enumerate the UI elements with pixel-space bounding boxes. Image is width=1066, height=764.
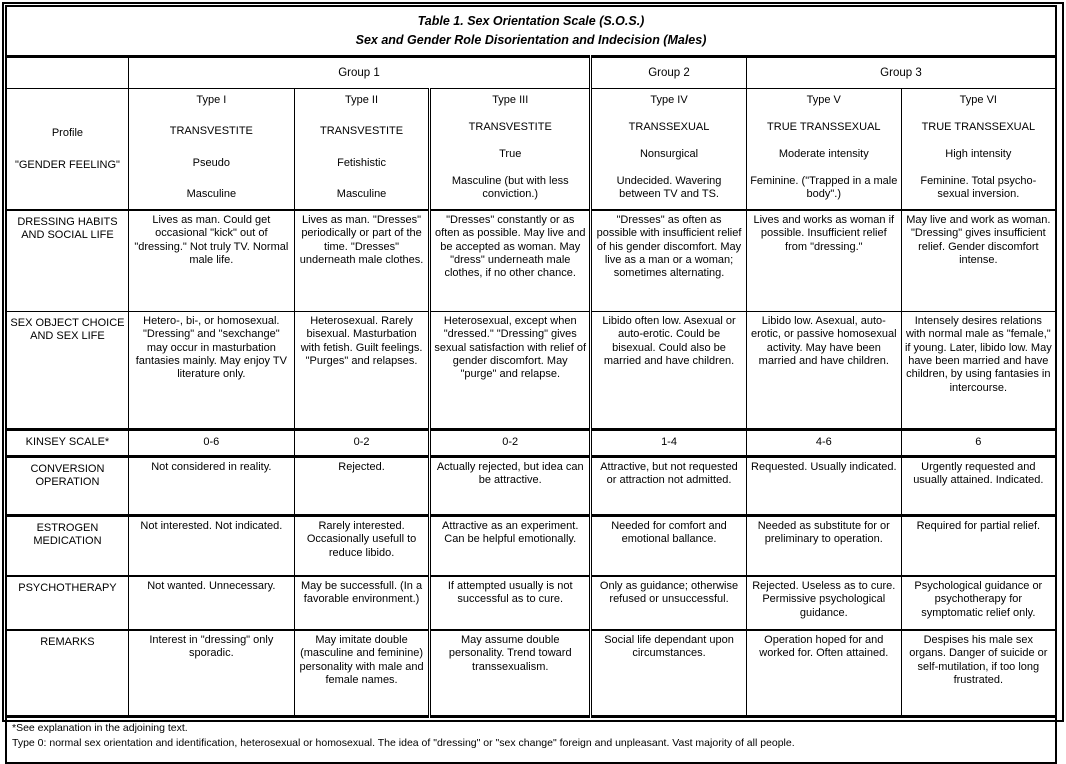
table-cell: "Dresses" as often as possible with insufficient relief of his gender discomfort. May live as a man or a woman; sometimes alternating. [591,210,747,312]
type-iii-header-cell [430,88,591,210]
type-name: TRANSSEXUAL [628,120,710,133]
type-iv-header-cell [591,88,747,210]
type-variant: Nonsurgical [639,147,699,160]
type-variant: Pseudo [192,156,230,169]
table-cell: Actually rejected, but idea can be attractive. [430,456,591,515]
type-number: Type II [345,93,379,106]
type-variant: Moderate intensity [778,147,869,160]
row-label-estrogen-medication: ESTROGEN MEDICATION [6,515,128,576]
footnote-row [6,716,1056,763]
table-cell: 0-2 [294,429,430,456]
footnote-line-2: Type 0: normal sex orientation and identification, heterosexual or homosexual. The idea of "dressing" or "sex change" foreign and unpleasant. Vast majority of all people. [12,736,795,749]
type-feeling: Feminine. Total psycho-sexual inversion. [920,174,1037,201]
row-label-profile [6,88,128,210]
table-cell: Not wanted. Unnecessary. [128,576,294,630]
table-cell: Not interested. Not indicated. [128,515,294,576]
group-1-label: Group 1 [338,66,380,79]
table-cell: Heterosexual. Rarely bisexual. Masturbation with fetish. Guilt feelings. "Purges" and relapses. [294,311,430,429]
row-label-dressing-habits: DRESSING HABITS AND SOCIAL LIFE [6,210,128,312]
type-number: Type IV [650,93,688,106]
table-row-kinsey-scale [6,429,1056,456]
footnote-cell [6,716,1056,763]
table-cell: May assume double personality. Trend toward transsexualism. [430,630,591,717]
table-cell: Required for partial relief. [901,515,1056,576]
table-cell: 4-6 [746,429,901,456]
table-title-row [6,6,1056,56]
type-feeling: Masculine [336,188,387,201]
table-row-sex-object-choice [6,311,1056,429]
type-variant: High intensity [945,147,1012,160]
profile-header-row [6,88,1056,210]
type-name: TRUE TRANSSEXUAL [921,120,1036,133]
table-cell: Intensely desires relations with normal male as "female," if young. Later, libido low. May have been married and have children, by using fantasies in intercourse. [901,311,1056,429]
type-number: Type VI [959,93,997,106]
type-number: Type I [196,93,227,106]
table-cell: "Dresses" constantly or as often as possible. May live and be accepted as woman. May "dress" underneath male clothes, if no other chance. [430,210,591,312]
table-cell: Urgently requested and usually attained. Indicated. [901,456,1056,515]
table-cell: Operation hoped for and worked for. Often attained. [746,630,901,717]
group-1-header [128,56,590,88]
table-cell: May imitate double (masculine and feminine) personality with male and female names. [294,630,430,717]
type-number: Type III [492,93,529,106]
spacer [10,96,125,108]
type-vi-header-cell [901,88,1056,210]
spacer [10,192,125,204]
type-ii-header-cell [294,88,430,210]
table-cell: Attractive, but not requested or attraction not admitted. [591,456,747,515]
table-cell: Hetero-, bi-, or homosexual. "Dressing" and "sexchange" may occur in masturbation fantasies mainly. May enjoy TV literature only. [128,311,294,429]
type-name: TRANSVESTITE [169,125,253,138]
type-feeling: Undecided. Wavering between TV and TS. [616,174,722,201]
table-cell: Interest in "dressing" only sporadic. [128,630,294,717]
table-cell: Needed for comfort and emotional ballance. [591,515,747,576]
group-3-header [746,56,1056,88]
table-cell: 1-4 [591,429,747,456]
row-label-kinsey-scale: KINSEY SCALE* [6,429,128,456]
type-variant: Fetishistic [337,156,386,169]
table-row-conversion-operation [6,456,1056,515]
page-frame [2,2,1064,749]
type-name: TRANSVESTITE [468,120,552,133]
type-feeling: Feminine. ("Trapped in a male body".) [750,174,898,201]
type-feeling: Masculine (but with less conviction.) [451,174,569,201]
table-cell: Rarely interested. Occasionally usefull to reduce libido. [294,515,430,576]
table-cell: Social life dependant upon circumstances. [591,630,747,717]
footnote-line-1: *See explanation in the adjoining text. [12,721,188,734]
group-3-label: Group 3 [880,66,922,79]
type-v-header-cell [746,88,901,210]
type-i-header-cell [128,88,294,210]
table-row-psychotherapy [6,576,1056,630]
table-cell: Only as guidance; otherwise refused or unsuccessful. [591,576,747,630]
table-cell: Needed as substitute for or preliminary to operation. [746,515,901,576]
type-name: TRUE TRANSSEXUAL [767,120,881,133]
table-cell: Lives as man. "Dresses" periodically or part of the time. "Dresses" underneath male clothes. [294,210,430,312]
table-cell: Lives and works as woman if possible. Insufficient relief from "dressing." [746,210,901,312]
table-title-line-1: Table 1. Sex Orientation Scale (S.O.S.) [417,14,645,28]
table-cell: Attractive as an experiment. Can be helpful emotionally. [430,515,591,576]
table-cell: Rejected. Useless as to cure. Permissive psychological guidance. [746,576,901,630]
table-row-estrogen-medication [6,515,1056,576]
table-cell: 0-6 [128,429,294,456]
table-cell: Despises his male sex organs. Danger of suicide or self-mutilation, if too long frustrated. [901,630,1056,717]
table-cell: Heterosexual, except when "dressed." "Dressing" gives sexual satisfaction with relief of gender discomfort. May "purge" and relapse. [430,311,591,429]
group-2-header [591,56,747,88]
group-header-row [6,56,1056,88]
row-label-sex-object-choice: SEX OBJECT CHOICE AND SEX LIFE [6,311,128,429]
table-cell: May be successfull. (In a favorable environment.) [294,576,430,630]
table-cell: 0-2 [430,429,591,456]
group-header-blank-cell [6,56,128,88]
row-label-remarks: REMARKS [6,630,128,717]
table-cell: Requested. Usually indicated. [746,456,901,515]
type-variant: True [499,147,522,160]
table-cell: Libido low. Asexual, auto-erotic, or passive homosexual activity. May have been married and have children. [746,311,901,429]
profile-label-line-2: "GENDER FEELING" [14,159,120,172]
table-cell: If attempted usually is not successful as to cure. [430,576,591,630]
table-cell: May live and work as woman. "Dressing" gives insufficient relief. Gender discomfort intense. [901,210,1056,312]
table-row-dressing-habits [6,210,1056,312]
table-title-line-2: Sex and Gender Role Disorientation and Indecision (Males) [355,33,707,48]
table-row-remarks [6,630,1056,717]
table-cell: 6 [901,429,1056,456]
profile-label-line-1: Profile [51,126,84,139]
table-title-cell [6,6,1056,56]
row-label-conversion-operation: CONVERSION OPERATION [6,456,128,515]
group-2-label: Group 2 [648,66,690,79]
table-cell: Not considered in reality. [128,456,294,515]
type-number: Type V [806,93,841,106]
table-cell: Lives as man. Could get occasional "kick" out of "dressing." Not truly TV. Normal male life. [128,210,294,312]
type-feeling: Masculine [186,188,237,201]
type-name: TRANSVESTITE [319,125,404,138]
table-cell: Psychological guidance or psychotherapy for symptomatic relief only. [901,576,1056,630]
table-cell: Libido often low. Asexual or auto-erotic. Could be bisexual. Could also be married and have children. [591,311,747,429]
table-cell: Rejected. [294,456,430,515]
row-label-psychotherapy: PSYCHOTHERAPY [6,576,128,630]
sos-table [5,5,1057,764]
